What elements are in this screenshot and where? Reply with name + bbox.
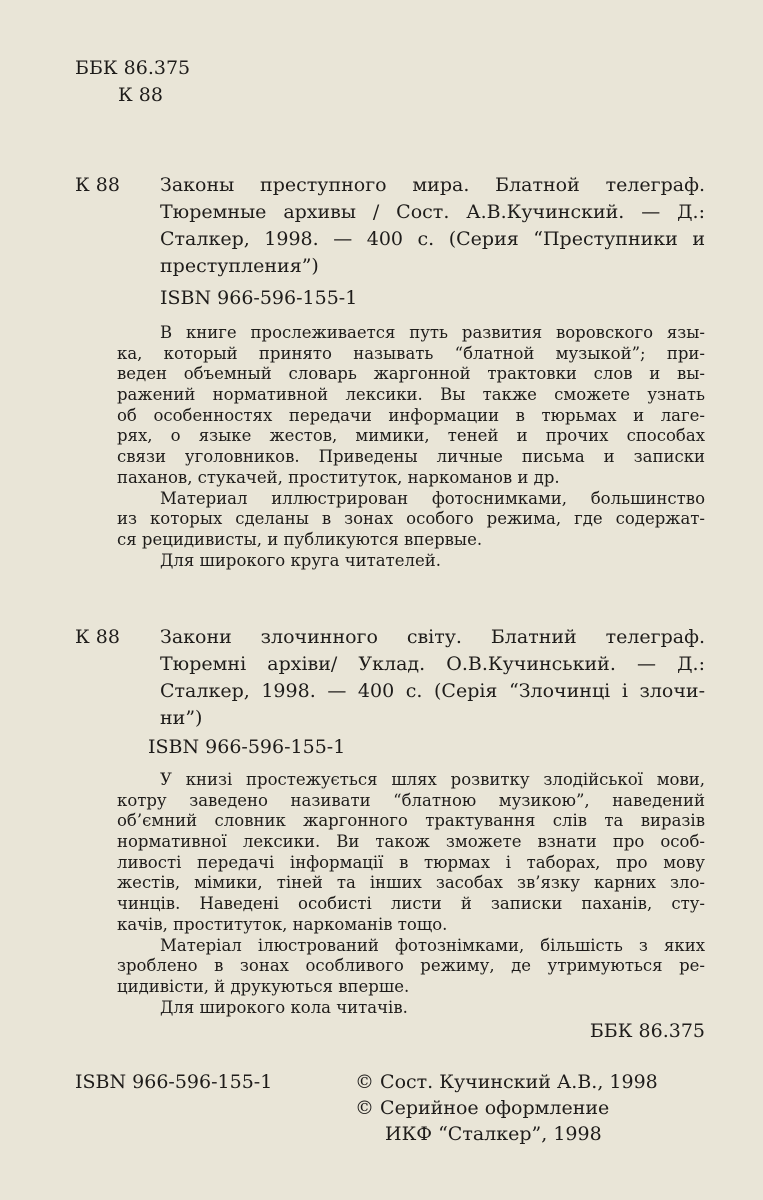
text-line: из которых сделаны в зонах особого режима, где содержат- xyxy=(117,509,705,529)
entry-ru-bibliographic xyxy=(160,172,705,280)
text-line: Тюремні архіви/ Уклад. О.В.Кучинський. — Д.: xyxy=(160,653,705,675)
bbk-index: ББК 86.375 xyxy=(75,57,191,79)
text-line: котру заведено називати “блатною музикою”, наведений xyxy=(117,790,705,810)
copyright-compiler: © Сост. Кучинский А.В., 1998 xyxy=(355,1071,658,1093)
text-line: ни”) xyxy=(160,707,203,729)
text-line: Законы преступного мира. Блатной телеграф. xyxy=(160,174,705,196)
text-line: Закони злочинного світу. Блатний телеграф. xyxy=(160,626,705,648)
text-line: об’ємний словник жаргонного трактування слів та виразів xyxy=(117,811,705,831)
text-line: об особенностях передачи информации в тюрьмах и лаге- xyxy=(117,405,705,425)
text-line: ка, который принято называть “блатной музыкой”; при- xyxy=(117,343,705,363)
text-line: ливості передачі інформації в тюрмах і таборах, про мову xyxy=(117,852,705,872)
text-line: паханов, стукачей, проституток, наркоманов и др. xyxy=(117,467,560,487)
text-line: В книге прослеживается путь развития воровского язы- xyxy=(160,323,705,342)
text-line: рях, о языке жестов, мимики, теней и прочих способах xyxy=(117,426,705,446)
text-line: Для широкого кола читачів. xyxy=(160,997,408,1017)
text-line: зроблено в зонах особливого режиму, де утримуються ре- xyxy=(117,956,705,976)
footer-isbn: ISBN 966-596-155-1 xyxy=(75,1071,273,1093)
text-line: жестів, мімики, тіней та інших засобах зв’язку карних зло- xyxy=(117,873,705,893)
author-mark: К 88 xyxy=(118,84,163,106)
text-line: чинців. Наведені особисті листи й записки паханів, сту- xyxy=(117,894,705,914)
footer-bbk: ББК 86.375 xyxy=(589,1020,705,1042)
entry-uk-code: К 88 xyxy=(75,626,120,648)
copyright-series-design: © Серийное оформление xyxy=(355,1097,610,1119)
entry-uk-bibliographic xyxy=(160,624,705,732)
text-line: Для широкого круга читателей. xyxy=(160,550,442,570)
entry-ru-isbn: ISBN 966-596-155-1 xyxy=(160,287,358,309)
text-line: Материал иллюстрирован фотоснимками, большинство xyxy=(160,488,705,508)
entry-uk-abstract xyxy=(117,770,705,1018)
text-line: веден объемный словарь жаргонной трактовки слов и вы- xyxy=(117,364,705,384)
text-line: цидивісти, й друкуються вперше. xyxy=(117,976,410,996)
text-line: Тюремные архивы / Сост. А.В.Кучинский. — Д.: xyxy=(160,201,705,223)
entry-ru-abstract xyxy=(117,323,705,571)
copyright-publisher: ИКФ “Сталкер”, 1998 xyxy=(385,1123,602,1145)
text-line: У книзі простежується шлях розвитку злодійської мови, xyxy=(160,770,705,789)
text-line: Сталкер, 1998. — 400 с. (Серія “Злочинці і злочи- xyxy=(160,680,705,702)
text-line: Сталкер, 1998. — 400 с. (Серия “Преступники и xyxy=(160,228,705,250)
text-line: качів, проституток, наркоманів тощо. xyxy=(117,914,448,934)
text-line: ся рецидивисты, и публикуются впервые. xyxy=(117,529,483,549)
entry-ru-code: К 88 xyxy=(75,174,120,196)
entry-uk-isbn: ISBN 966-596-155-1 xyxy=(148,736,346,758)
text-line: ражений нормативной лексики. Вы также сможете узнать xyxy=(117,385,705,405)
text-line: нормативної лексики. Ви також зможете взнати про особ- xyxy=(117,832,705,852)
text-line: преступления”) xyxy=(160,255,319,277)
text-line: связи уголовников. Приведены личные письма и записки xyxy=(117,447,705,467)
text-line: Матеріал ілюстрований фотознімками, більшість з яких xyxy=(160,935,705,955)
